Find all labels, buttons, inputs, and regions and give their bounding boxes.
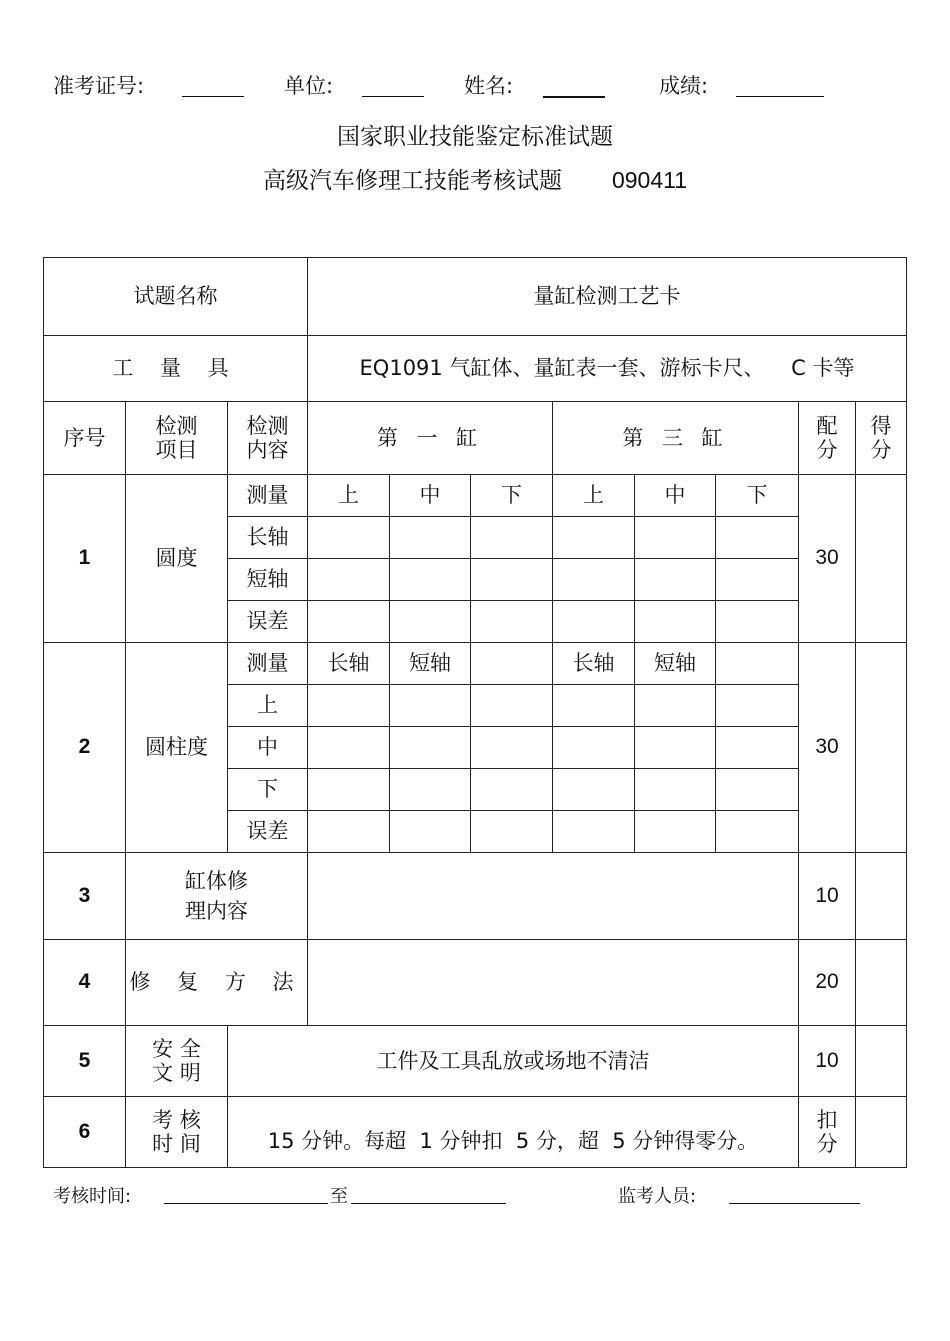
input-cell[interactable] [390,559,471,601]
row1-seq: 1 [44,475,126,643]
row5-item [126,1026,228,1097]
topic-value: 量缸检测工艺卡 [308,258,907,336]
row6-points-line2: 分 [816,1132,838,1156]
row6-seq: 6 [44,1097,126,1168]
input-cell[interactable] [471,601,553,643]
input-cell[interactable] [716,559,799,601]
row1-score-cell[interactable] [856,475,907,643]
input-cell[interactable] [553,811,635,853]
row5-seq: 5 [44,1026,126,1097]
topic-row [44,258,907,336]
input-cell[interactable] [471,685,553,727]
input-cell[interactable] [635,685,716,727]
row3-item-line2: 理内容 [185,899,248,923]
proctor-label: 监考人员: [618,1186,697,1207]
row1-c1-bot: 下 [471,475,553,517]
row2-top: 上 [228,685,308,727]
row6-points-line1: 扣 [816,1107,838,1132]
tools-row [44,336,907,402]
row2-score-cell[interactable] [856,643,907,853]
col-header-cylinder-1: 第 一 缸 [308,402,553,475]
tools-value: EQ1091 气缸体、量缸表一套、游标卡尺、 C 卡等 [308,336,907,402]
row3-seq: 3 [44,853,126,940]
input-cell[interactable] [635,517,716,559]
unit-label: 单位: [284,74,334,98]
input-cell[interactable] [635,811,716,853]
input-cell[interactable] [308,559,390,601]
row2-measure: 测量 [228,643,308,685]
input-cell[interactable] [308,601,390,643]
row4-score-cell[interactable] [856,940,907,1026]
subtitle-text: 高级汽车修理工技能考核试题 [262,168,562,194]
exam-time-label: 考核时间: [53,1186,132,1207]
row1-c3-top: 上 [553,475,635,517]
input-cell[interactable] [553,517,635,559]
input-cell[interactable] [716,685,799,727]
exam-number-label: 准考证号: [53,74,145,98]
row5-score-cell[interactable] [856,1026,907,1097]
row2-mid: 中 [228,727,308,769]
input-cell[interactable] [390,601,471,643]
row3-item [126,853,308,940]
input-cell[interactable] [308,517,390,559]
input-cell[interactable] [716,811,799,853]
row3-item-line1: 缸体修 [185,868,248,893]
input-cell[interactable] [635,769,716,811]
row4-points: 20 [799,940,856,1026]
row1-long-axis: 长轴 [228,517,308,559]
name-label: 姓名: [464,74,514,98]
exam-number-blank [182,96,244,97]
input-cell[interactable] [471,811,553,853]
row6-item [126,1097,228,1168]
input-cell[interactable] [471,643,553,685]
row5-item-line2: 文 明 [152,1061,201,1085]
input-cell[interactable] [308,769,390,811]
row2-c1-long: 长轴 [308,643,390,685]
page-title: 国家职业技能鉴定标准试题 [337,124,613,150]
col-header-content: 检测内容 [228,402,308,475]
table-row [44,1026,907,1097]
inspection-card-table [43,257,907,1168]
row6-content: 15 分钟。每超 1 分钟扣 5 分，超 5 分钟得零分。 [228,1097,799,1168]
row2-c3-short: 短轴 [635,643,716,685]
row1-c1-top: 上 [308,475,390,517]
input-cell[interactable] [635,601,716,643]
topic-label: 试题名称 [44,258,308,336]
input-cell[interactable] [716,769,799,811]
input-cell[interactable] [390,685,471,727]
row6-points [799,1097,856,1168]
page-subtitle [0,162,950,195]
table-row [44,643,907,685]
row2-bot: 下 [228,769,308,811]
row1-points: 30 [799,475,856,643]
input-cell[interactable] [308,811,390,853]
exam-time-start-blank [164,1203,328,1204]
row3-score-cell[interactable] [856,853,907,940]
row2-seq: 2 [44,643,126,853]
input-cell[interactable] [553,727,635,769]
row4-seq: 4 [44,940,126,1026]
row2-error: 误差 [228,811,308,853]
input-cell[interactable] [553,601,635,643]
row2-points: 30 [799,643,856,853]
unit-blank [362,96,424,97]
row6-score-cell[interactable] [856,1097,907,1168]
row4-content-cell[interactable] [308,940,799,1026]
row1-short-axis: 短轴 [228,559,308,601]
input-cell[interactable] [553,559,635,601]
input-cell[interactable] [471,769,553,811]
input-cell[interactable] [308,727,390,769]
row5-item-line1: 安 全 [152,1036,201,1061]
col-header-points: 配分 [799,402,856,475]
row5-points: 10 [799,1026,856,1097]
exam-code: 090411 [611,167,688,193]
col-header-score: 得分 [856,402,907,475]
row5-content: 工件及工具乱放或场地不清洁 [228,1026,799,1097]
input-cell[interactable] [390,769,471,811]
proctor-blank [729,1203,860,1204]
row2-c3-long: 长轴 [553,643,635,685]
row4-item: 修 复 方 法 [126,940,308,1026]
input-cell[interactable] [716,601,799,643]
exam-time-to-label: 至 [330,1186,348,1207]
row1-c3-mid: 中 [635,475,716,517]
column-header-row [44,402,907,475]
row1-measure: 测量 [228,475,308,517]
score-blank [736,96,824,97]
input-cell[interactable] [553,769,635,811]
input-cell[interactable] [308,685,390,727]
input-cell[interactable] [716,643,799,685]
table-row [44,1097,907,1168]
row3-points: 10 [799,853,856,940]
input-cell[interactable] [635,727,716,769]
input-cell[interactable] [553,685,635,727]
input-cell[interactable] [716,517,799,559]
input-cell[interactable] [635,559,716,601]
row1-c3-bot: 下 [716,475,799,517]
input-cell[interactable] [471,517,553,559]
input-cell[interactable] [471,559,553,601]
row2-c1-short: 短轴 [390,643,471,685]
tools-label: 工 量 具 [44,336,308,402]
name-blank [543,96,605,98]
row1-c1-mid: 中 [390,475,471,517]
col-header-item: 检测项目 [126,402,228,475]
input-cell[interactable] [471,727,553,769]
row2-item: 圆柱度 [126,643,228,853]
row6-item-line1: 考 核 [152,1107,201,1132]
input-cell[interactable] [390,517,471,559]
row6-item-line2: 时 间 [152,1132,201,1156]
score-label: 成绩: [659,74,709,98]
exam-time-end-blank [351,1203,506,1204]
input-cell[interactable] [390,727,471,769]
table-row [44,940,907,1026]
col-header-seq: 序号 [44,402,126,475]
table-row [44,853,907,940]
input-cell[interactable] [390,811,471,853]
row1-item: 圆度 [126,475,228,643]
row1-error: 误差 [228,601,308,643]
col-header-cylinder-3: 第 三 缸 [553,402,799,475]
table-row [44,475,907,517]
input-cell[interactable] [716,727,799,769]
row3-content-cell[interactable] [308,853,799,940]
